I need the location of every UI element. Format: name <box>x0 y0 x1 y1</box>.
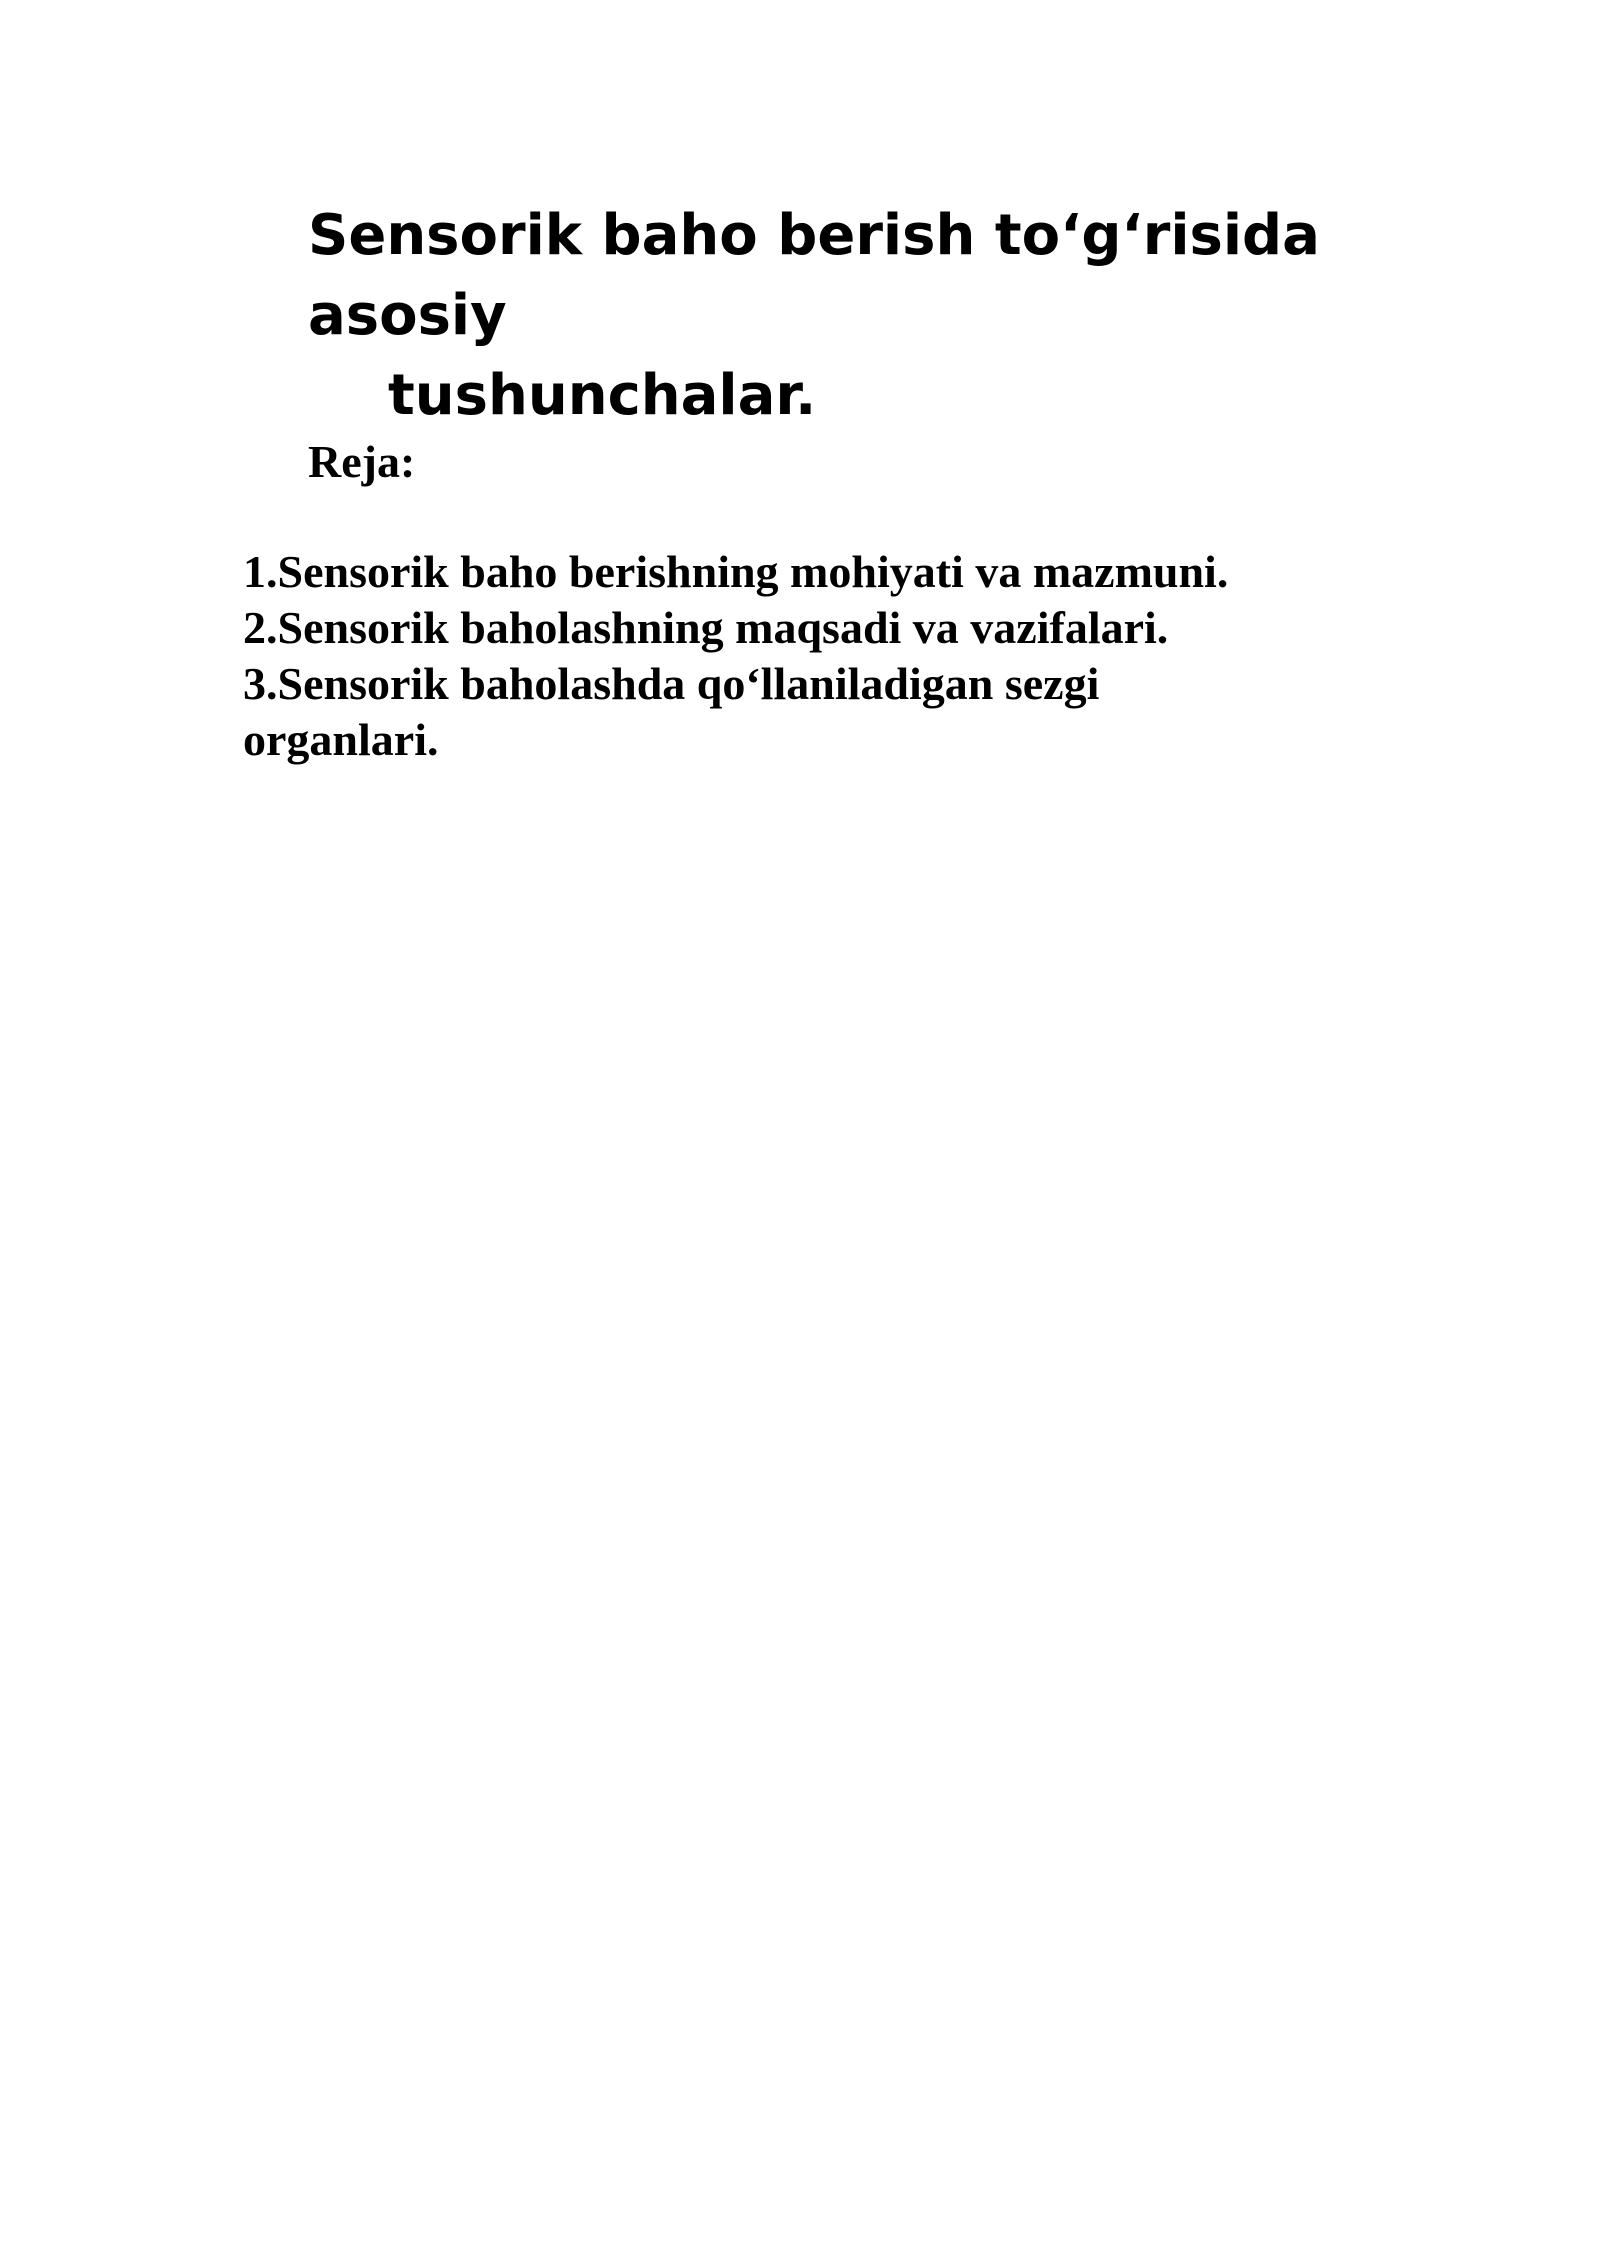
plan-list <box>243 544 1363 768</box>
plan-heading: Reja: <box>308 436 416 487</box>
title-line-2: tushunchalar. <box>388 363 817 428</box>
title-line-1: Sensorik baho berish to‘g‘risida asosiy <box>308 203 1320 348</box>
plan-item-3: 3.Sensorik baholashda qo‘llaniladigan sezgi organlari. <box>243 658 1100 765</box>
plan-item-1: 1.Sensorik baho berishning mohiyati va mazmuni. <box>243 546 1229 597</box>
document-title <box>308 196 1428 436</box>
plan-item-2: 2.Sensorik baholashning maqsadi va vazifalari. <box>243 602 1169 653</box>
